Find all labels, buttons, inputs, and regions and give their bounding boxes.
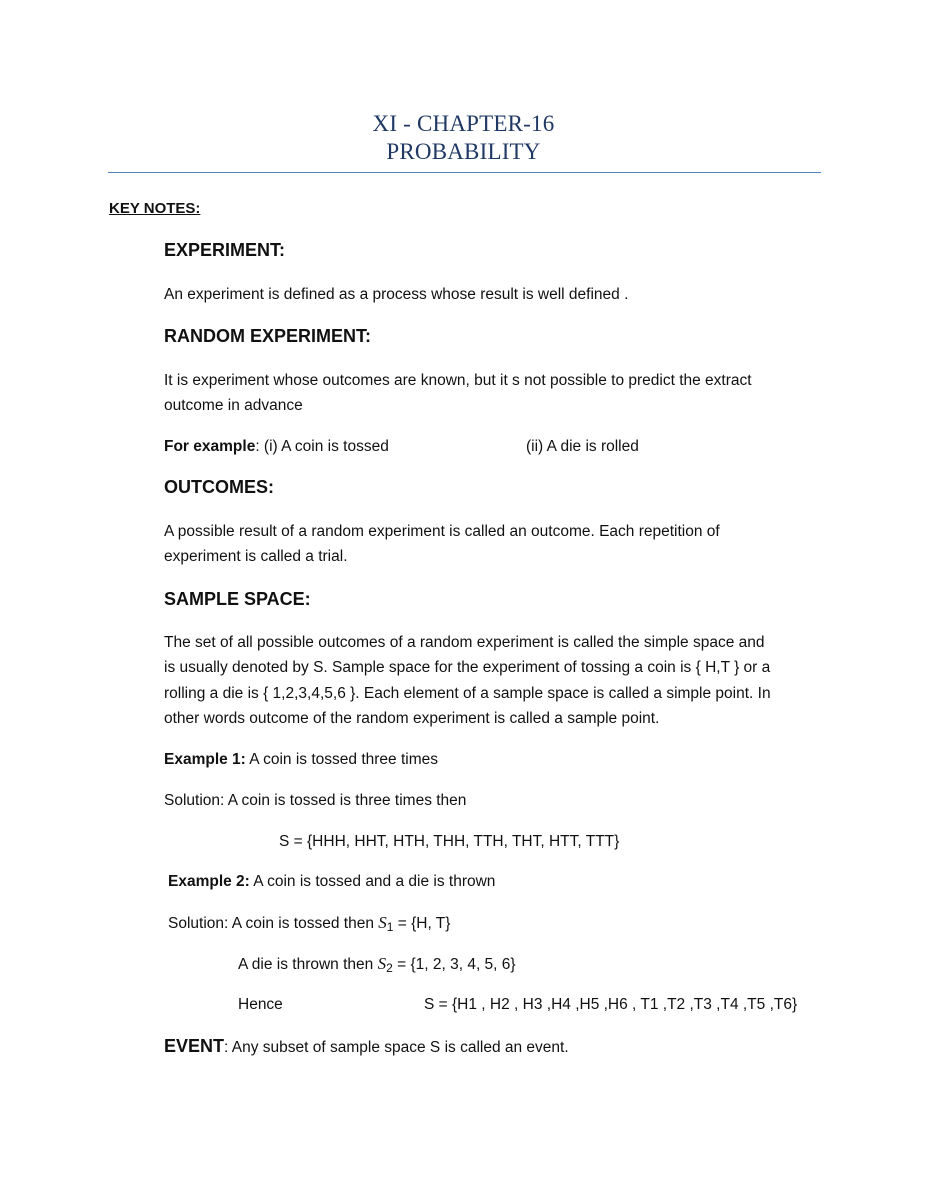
sample-space-line-4: other words outcome of the random experiment is called a sample point. (164, 710, 660, 727)
random-experiment-heading: RANDOM EXPERIMENT: (164, 326, 372, 346)
hence-label: Hence (238, 996, 283, 1013)
random-experiment-example (164, 434, 389, 459)
outcomes-heading: OUTCOMES: (164, 477, 274, 497)
example-2-text: A coin is tossed and a die is thrown (249, 873, 496, 890)
key-notes-label: KEY NOTES: (109, 200, 201, 217)
s2-symbol: S (377, 954, 387, 973)
s2-value: = {1, 2, 3, 4, 5, 6} (392, 956, 516, 973)
s1-symbol: S (378, 913, 387, 932)
example-2 (168, 869, 495, 894)
sample-space-heading: SAMPLE SPACE: (164, 589, 311, 609)
example-coin-text: : (i) A coin is tossed (255, 438, 389, 455)
example-2-solution-prefix: Solution: A coin is tossed then (168, 915, 379, 932)
example-2-die-prefix: A die is thrown then (238, 956, 378, 973)
example-2-result: S = {H1 , H2 , H3 ,H4 ,H5 ,H6 , T1 ,T2 ,T3 ,T4 ,T5 ,T6} (424, 996, 798, 1013)
example-2-label: Example 2: (168, 873, 250, 890)
sample-space-line-3: rolling a die is { 1,2,3,4,5,6 }. Each element of a sample space is called a simple point. In (164, 685, 771, 702)
s1-value: = {H, T} (393, 915, 451, 932)
sample-space-line-1: The set of all possible outcomes of a random experiment is called the simple space and (164, 634, 765, 651)
example-1-solution: Solution: A coin is tossed is three times then (164, 792, 467, 809)
event-text: : Any subset of sample space S is called an event. (224, 1039, 569, 1056)
random-experiment-line-1: It is experiment whose outcomes are known, but it s not possible to predict the extract (164, 372, 752, 389)
sample-space-line-2: is usually denoted by S. Sample space for the experiment of tossing a coin is { H,T } or a (164, 659, 771, 676)
example-2-die (238, 951, 516, 981)
experiment-heading: EXPERIMENT: (164, 240, 286, 260)
chapter-subtitle: PROBABILITY (386, 139, 541, 164)
s2-subscript: 2 (386, 961, 393, 975)
outcomes-line-1: A possible result of a random experiment is called an outcome. Each repetition of (164, 523, 720, 540)
example-1-set: S = {HHH, HHT, HTH, THH, TTH, THT, HTT, TTT} (279, 833, 620, 850)
random-experiment-line-2: outcome in advance (164, 397, 303, 414)
event-heading: EVENT (164, 1036, 225, 1056)
event-definition (164, 1034, 569, 1060)
example-die-text: (ii) A die is rolled (526, 438, 639, 455)
experiment-text: An experiment is defined as a process whose result is well defined . (164, 286, 629, 303)
example-1-label: Example 1: (164, 751, 246, 768)
example-2-solution (168, 910, 450, 940)
title-divider (108, 172, 821, 173)
example-1-text: A coin is tossed three times (245, 751, 438, 768)
s1-subscript: 1 (386, 920, 394, 934)
for-example-label: For example (164, 438, 256, 455)
chapter-title: XI - CHAPTER-16 (372, 111, 555, 136)
outcomes-line-2: experiment is called a trial. (164, 548, 348, 565)
example-1 (164, 747, 438, 772)
